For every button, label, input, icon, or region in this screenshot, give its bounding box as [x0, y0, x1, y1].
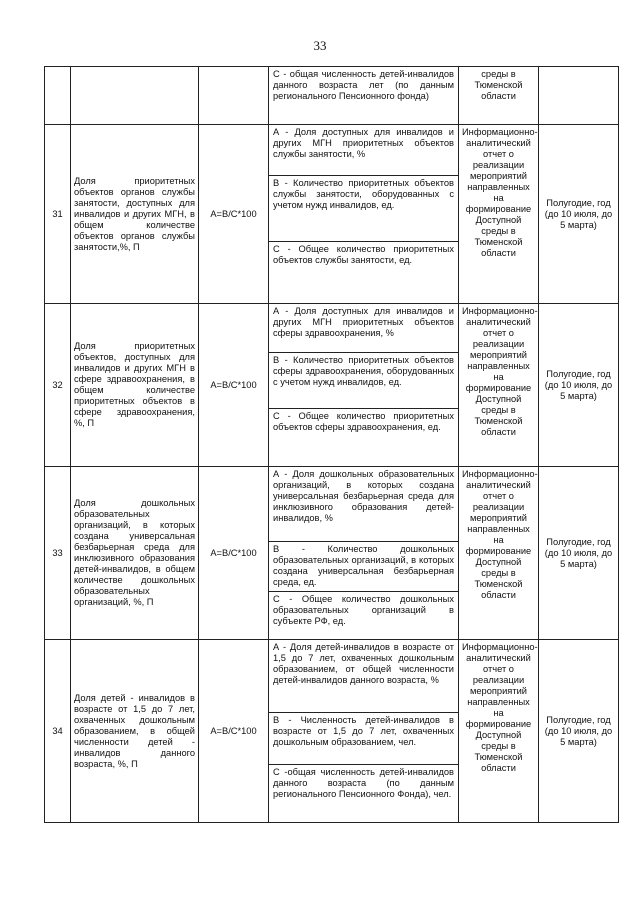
table-row: [45, 67, 619, 125]
variable-a: А - Доля детей-инвалидов в возрасте от 1,5 до 7 лет, охваченных дошкольным образованием, от общей численности детей-инвалидов данного возраста, %: [273, 642, 454, 685]
row-number: 34: [45, 640, 71, 823]
indicator-name: [71, 67, 199, 125]
indicator-name: Доля дошкольных образовательных организаций, в которых создана универсальная безбарьерная среда для инклюзивного образования детей-инвалидов, в общем количестве дошкольных образовательных организаций, %, П: [71, 467, 199, 640]
data-source: Информационно-аналитический отчет о реализации мероприятий направленных на формирование Доступной среды в Тюменской области: [459, 304, 539, 467]
variable-a: А - Доля доступных для инвалидов и других МГН приоритетных объектов сферы здравоохранения, %: [273, 306, 454, 338]
reporting-period: Полугодие, год (до 10 июля, до 5 марта): [539, 467, 619, 640]
variable-c: С - Общее количество дошкольных образовательных организаций в субъекте РФ, ед.: [269, 591, 458, 639]
variables-cell: [269, 304, 459, 467]
reporting-period: Полугодие, год (до 10 июля, до 5 марта): [539, 640, 619, 823]
variable-b: В - Количество дошкольных образовательных организаций, в которых создана универсальная безбарьерная среда, ед.: [269, 541, 458, 591]
data-source: Информационно-аналитический отчет о реализации мероприятий направленных на формирование Доступной среды в Тюменской области: [459, 467, 539, 640]
formula: A=B/C*100: [199, 467, 269, 640]
table-row: [45, 125, 619, 304]
table-row: [45, 640, 619, 823]
reporting-period: Полугодие, год (до 10 июля, до 5 марта): [539, 125, 619, 304]
row-number: 33: [45, 467, 71, 640]
data-source: Информационно-аналитический отчет о реализации мероприятий направленных на формирование Доступной среды в Тюменской области: [459, 640, 539, 823]
variable-a: А - Доля доступных для инвалидов и других МГН приоритетных объектов службы занятости, %: [273, 127, 454, 159]
variable-b: В - Количество приоритетных объектов сферы здравоохранения, оборудованных с учетом нужд инвалидов, ед.: [269, 352, 458, 408]
formula: [199, 67, 269, 125]
indicators-table: [44, 66, 619, 823]
formula: A=B/C*100: [199, 640, 269, 823]
variables-cell: [269, 467, 459, 640]
formula: A=B/C*100: [199, 304, 269, 467]
variable-a: А - Доля дошкольных образовательных организаций, в которых создана универсальная безбарьерная среда для инклюзивного образования детей-инвалидов, %: [273, 469, 454, 523]
row-number: [45, 67, 71, 125]
variable-c: С -общая численность детей-инвалидов данного возраста (по данным регионального Пенсионного Фонда), чел.: [269, 764, 458, 822]
variable-b: В - Количество приоритетных объектов службы занятости, оборудованных с учетом нужд инвалидов, ед.: [269, 175, 458, 241]
variable-b: В - Численность детей-инвалидов в возрасте от 1,5 до 7 лет, охваченных дошкольным образованием, чел.: [269, 712, 458, 764]
variables-cell: [269, 67, 459, 125]
variable-c: С - Общее количество приоритетных объектов сферы здравоохранения, ед.: [269, 408, 458, 466]
table-row: [45, 304, 619, 467]
data-source: среды в Тюменской области: [459, 67, 539, 125]
row-number: 32: [45, 304, 71, 467]
formula: A=B/C*100: [199, 125, 269, 304]
table-row: [45, 467, 619, 640]
data-source: Информационно-аналитический отчет о реализации мероприятий направленных на формирование Доступной среды в Тюменской области: [459, 125, 539, 304]
indicator-name: Доля приоритетных объектов органов службы занятости, доступных для инвалидов и других МГН, в общем количестве объектов органов службы занятости,%, П: [71, 125, 199, 304]
page-number: 33: [313, 38, 327, 53]
reporting-period: Полугодие, год (до 10 июля, до 5 марта): [539, 304, 619, 467]
reporting-period: [539, 67, 619, 125]
indicator-name: Доля детей - инвалидов в возрасте от 1,5 до 7 лет, охваченных дошкольным образованием, в общей численности детей - инвалидов данного возраста, %, П: [71, 640, 199, 823]
row-number: 31: [45, 125, 71, 304]
variables-cell: [269, 640, 459, 823]
indicator-name: Доля приоритетных объектов, доступных для инвалидов и других МГН в сфере здравоохранения, в общем количестве приоритетных объектов в сфере здравоохранения, %, П: [71, 304, 199, 467]
variables-cell: [269, 125, 459, 304]
variable-c: С - общая численность детей-инвалидов данного возраста лет (по данным регионального Пенсионного фонда): [273, 69, 454, 101]
variable-c: С - Общее количество приоритетных объектов службы занятости, ед.: [269, 241, 458, 303]
